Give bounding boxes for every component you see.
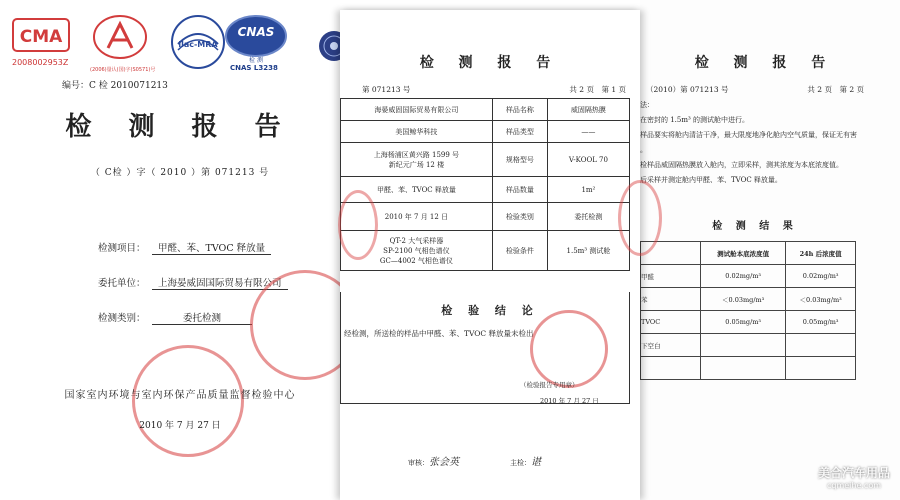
page-title: 检 测 报 告 [694, 55, 836, 71]
table-row [641, 357, 856, 380]
table-cell: 0.05mg/m³ [701, 311, 786, 334]
table-cell: 0.05mg/m³ [786, 311, 856, 334]
test-item-label: 检测项目： [98, 243, 146, 254]
table-row [341, 99, 630, 121]
report-number: 编号：C 检 2010071213 [62, 81, 168, 91]
table-cell: 0.02mg/m³ [786, 265, 856, 288]
chief-label: 主检： [510, 459, 531, 467]
cma-logo-icon [12, 18, 70, 52]
table-header-row [641, 242, 856, 265]
table-cell: 苯 [641, 288, 701, 311]
page-count: 共 2 页 第 2 页 [807, 85, 864, 94]
method-line: 后采样并测定舱内甲醛、苯、TVOC 释放量。 [640, 176, 782, 184]
reviewer-sig: 张会英 [429, 457, 459, 468]
table-cell [786, 357, 856, 380]
table-cell: 下空白 [641, 334, 701, 357]
cma-number: 2008002953Z [12, 58, 69, 67]
test-method [640, 98, 880, 188]
table-header-cell: 24h 后浓度值 [786, 242, 856, 265]
method-line: 样品要实将舱内清洁干净，最大限度地净化舱内空气质量，保证无有害 [640, 131, 857, 139]
chief-inspector-signature [510, 453, 541, 468]
page-title: 检 测 报 告 [65, 112, 295, 142]
table-cell: 海晏威固国际贸易有限公司 [341, 99, 493, 121]
table-cell: —— [547, 121, 629, 143]
watermark-text: 美合汽车用品 [817, 466, 890, 480]
table-cell: 甲醛、苯、TVOC 释放量 [341, 177, 493, 203]
test-item-value: 甲醛、苯、TVOC 释放量 [152, 240, 271, 255]
conclusion-text: 经检测，所送检的样品中甲醛、苯、TVOC 释放量未检出 [344, 329, 534, 338]
table-cell [641, 357, 701, 380]
report-results-page [640, 0, 900, 500]
issue-date: 2010 年 7 月 27 日 [139, 421, 221, 431]
test-type-value: 委托检测 [152, 310, 252, 325]
table-cell: 美国鲸华科技 [341, 121, 493, 143]
table-cell: 样品类型 [492, 121, 547, 143]
table-row [641, 288, 856, 311]
test-type-label: 检测类别： [98, 313, 146, 324]
table-cell: 上海杨浦区黄兴路 1599 号 新纪元广场 12 楼 [341, 143, 493, 177]
client-label: 委托单位： [98, 278, 146, 289]
conclusion-title: 检 验 结 论 [441, 304, 539, 317]
results-table [640, 241, 856, 380]
table-row [341, 143, 630, 177]
cal-number: (2006)量认(国)字(S0571)号 [90, 67, 156, 73]
reviewer-label: 审核： [408, 459, 429, 467]
page-count: 共 2 页 第 1 页 [569, 85, 626, 94]
table-cell [786, 334, 856, 357]
red-seal-stamp [618, 180, 662, 256]
table-row [641, 311, 856, 334]
method-line: 检样品威固隔热膜放入舱内，立即采样，测其浓度为本底浓度值。 [640, 161, 843, 169]
page-title: 检 测 报 告 [419, 55, 561, 71]
table-cell: 0.02mg/m³ [701, 265, 786, 288]
table-cell: 检验类别 [492, 203, 547, 231]
test-item-row [98, 240, 271, 255]
report-cover-page [0, 0, 360, 500]
seal-note: （检验报告专用章） [520, 381, 579, 389]
client-value: 上海晏威固国际贸易有限公司 [152, 275, 288, 290]
ilac-mra-logo-icon [170, 14, 226, 70]
report-info-page [340, 10, 640, 500]
method-line: 在密封的 1.5m³ 的测试舱中进行。 [640, 116, 750, 124]
red-seal-stamp [530, 310, 608, 388]
table-cell: 检验条件 [492, 231, 547, 271]
test-type-row [98, 310, 252, 325]
table-cell [701, 357, 786, 380]
cal-logo-icon [92, 14, 148, 60]
table-cell: 1m² [547, 177, 629, 203]
red-seal-stamp [132, 345, 244, 457]
issuer-name: 国家室内环境与室内环保产品质量监督检验中心 [64, 390, 296, 401]
ilac-logo-text: ilac-MRA [178, 40, 218, 49]
method-line: 。 [640, 146, 647, 154]
table-cell: 2010 年 7 月 12 日 [341, 203, 493, 231]
reviewer-signature [408, 453, 459, 468]
conclusion-date: 2010 年 7 月 27 日 [540, 397, 599, 405]
cnas-number: CNAS L3238 [230, 64, 278, 72]
table-cell: 1.5m³ 测试舱 [547, 231, 629, 271]
table-cell: TVOC [641, 311, 701, 334]
table-row [341, 121, 630, 143]
table-cell: 规格型号 [492, 143, 547, 177]
cnas-logo-sub: 检 测 [249, 57, 263, 64]
certification-logos [12, 14, 352, 78]
table-cell: QT-2 大气采样器 SP-2100 气相色谱仪 GC—4002 气相色谱仪 [341, 231, 493, 271]
report-word-number: （ C检 ）字（ 2010 ）第 071213 号 [90, 168, 270, 178]
report-number: （2010）第 071213 号 [646, 85, 729, 94]
table-row [341, 177, 630, 203]
watermark-url: cqmeihe.com [826, 481, 882, 490]
table-cell: 甲醛 [641, 265, 701, 288]
table-header-cell: 测试舱本底浓度值 [701, 242, 786, 265]
cnas-logo-text: CNAS [237, 25, 275, 39]
table-cell: V-KOOL 70 [547, 143, 629, 177]
table-row [641, 265, 856, 288]
table-cell: 样品数量 [492, 177, 547, 203]
red-seal-stamp [338, 190, 378, 260]
table-cell: 样品名称 [492, 99, 547, 121]
table-row [641, 334, 856, 357]
table-row [341, 203, 630, 231]
table-cell: 威固隔热膜 [547, 99, 629, 121]
chief-sig: 谌 [531, 457, 541, 468]
method-line: 法： [640, 101, 654, 109]
cnas-logo-icon [224, 14, 288, 64]
report-number: 第 071213 号 [362, 85, 411, 94]
watermark [818, 464, 890, 490]
table-cell [701, 334, 786, 357]
client-row [98, 275, 288, 290]
table-cell: ＜0.03mg/m³ [786, 288, 856, 311]
sample-info-table [340, 98, 630, 271]
results-title: 检 测 结 果 [712, 221, 798, 232]
cma-logo-text: CMA [19, 27, 63, 47]
table-row [341, 231, 630, 271]
table-cell: ＜0.03mg/m³ [701, 288, 786, 311]
table-cell: 委托检测 [547, 203, 629, 231]
